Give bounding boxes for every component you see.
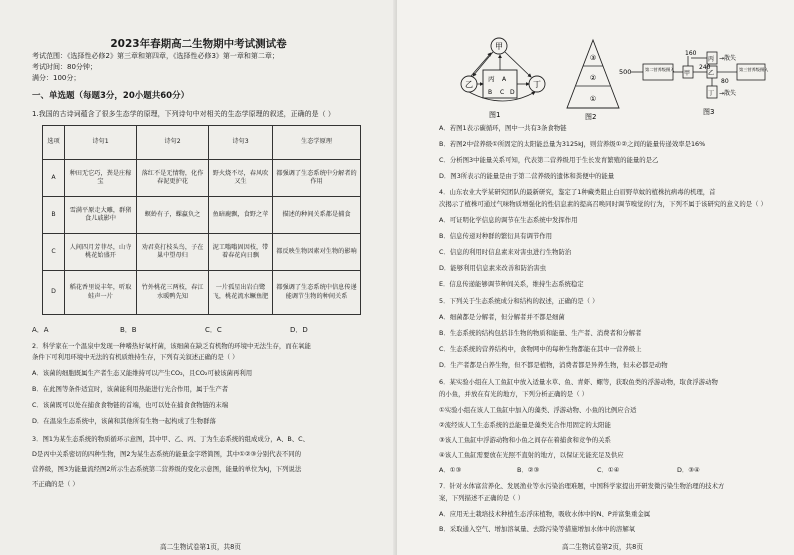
- node-jia-label: 甲: [495, 42, 503, 51]
- q4-stem-line: 4．山东农业大学某研究团队的最新研究，鉴定了1种藏类阻止白眉野草蚊的植株抗病毒的机理，首: [439, 188, 716, 196]
- box-ding-label: 丁: [708, 90, 715, 97]
- loss-label: →散失: [719, 90, 737, 97]
- q1-stem: 1.我国的古诗词蕴含了很多生态学的原理，下列诗句中对相关的生态学原理的叙述，正确的是（ ）: [32, 110, 335, 118]
- q1-header-cell: 生态学原理: [273, 126, 361, 160]
- q1-cell: 人间四月芳菲尽，山寺桃花始盛开: [65, 234, 137, 271]
- q3-stem-line: D是丙中关系密切的四种生物，图2为某生态系统的能量金字塔简图，其中①②③分别代表不同的: [32, 450, 302, 458]
- q5-option-c: C．生态系统的营养结构中，食物网中的每种生物都能在其中一营养级上: [439, 345, 642, 353]
- q2-option-b: B．在此图等条件适宜时，该菌能利用热能进行光合作用，属于生产者: [32, 385, 229, 393]
- q6-stem-line: 6．某实验小组在人工鱼缸中放入适量水草、鱼、青虾、螺等，获取鱼类的浮游动物，取食浮游动物: [439, 378, 718, 386]
- q1-header-cell: 选项: [43, 126, 65, 160]
- figure-2-energy-pyramid: [563, 38, 623, 122]
- pyramid-level-3: ③: [589, 54, 597, 62]
- q7-stem-line: 7．针对水体富营养化、发展渔业等水污染治理难题，中国科学家提出开研发微污染生物治理的技术方: [439, 482, 725, 490]
- q1-option-a: A．A: [32, 326, 49, 334]
- exam-scope: 考试范围：《选择性必修2》第三章和第四章，《选择性必修3》第一章和第二章；: [32, 52, 279, 60]
- flow-value: 160: [685, 50, 697, 57]
- q1-cell: 竹外桃花三两枝，春江水暖鸭先知: [137, 271, 209, 315]
- node-d-label: D: [510, 89, 515, 96]
- q6-option-d: D．③④: [677, 466, 700, 474]
- exam-title: 2023年春期高二生物期中考试测试卷: [110, 38, 287, 50]
- q1-header-cell: 诗句1: [65, 126, 137, 160]
- flow-value: 240: [699, 64, 711, 71]
- q4-option-b: B．信息传递对种群的繁衍具有调节作用: [439, 232, 553, 240]
- arrow-line: [471, 53, 491, 76]
- q1-cell: 一片孤星出岩白鹭飞，桃花流水鳜鱼肥: [209, 271, 273, 315]
- q1-header-cell: 诗句3: [209, 126, 273, 160]
- figure-3-caption: 图3: [703, 108, 715, 116]
- q5-stem: 5．下列关于生态系统成分和结构的叙述，正确的是（ ）: [439, 297, 599, 305]
- q1-cell: 劝君莫打枝头鸟，子在巢中望母归: [137, 234, 209, 271]
- figure-3-energy-flow: [617, 50, 789, 120]
- flow-value: 80: [721, 78, 729, 85]
- arrow-line: [505, 52, 531, 77]
- q1-header-cell: 诗句2: [137, 126, 209, 160]
- box-yi-label: 乙: [708, 70, 715, 77]
- node-yi-label: 乙: [465, 80, 473, 89]
- flow-value: 500: [619, 68, 632, 76]
- section-title: 一、单选题（每题3分，20小题共60分）: [32, 91, 190, 101]
- q1-cell: 雪满平原走大雕，群猪食儿戚影中: [65, 197, 137, 234]
- q2-option-a: A．该菌的细胞既属生产者生态又能维持可以产生CO₂，且CO₂可被该菌再利用: [32, 369, 253, 377]
- q1-cell: B: [43, 197, 65, 234]
- q1-option-b: B．B: [120, 326, 137, 334]
- q1-cell: 描述的种间关系都是捕食: [273, 197, 361, 234]
- q6-item: ①实验小组在该人工鱼缸中加入的藻类、浮游动物、小鱼的比例应合适: [439, 406, 637, 414]
- q4-option-c: C．信息的利用时信息素来对害虫进行生物防治: [439, 248, 572, 256]
- q6-item: ②流经该人工生态系统的总能量是藻类光合作用固定的太阳能: [439, 421, 611, 429]
- q5-option-a: A．细菌都是分解者，但分解者并不都是细菌: [439, 313, 565, 321]
- q6-stem-line: 的小鱼，并放在有光的地方，下列分析正确的是（ ）: [439, 390, 589, 398]
- q1-option-d: D．D: [290, 326, 308, 334]
- q1-table: [42, 125, 361, 315]
- q4-option-e: E．信息传递能够调节种间关系，维持生态系统稳定: [439, 280, 584, 288]
- box-jia-label: 甲: [684, 70, 691, 77]
- q7-stem-line: 案，下列描述不正确的是（ ）: [439, 494, 525, 502]
- q4-option-a: A．可证明化学信息的调节在生态系统中发挥作用: [439, 216, 578, 224]
- q6-item: ③该人工鱼缸中浮游动物和小鱼之间存在着捕食和竞争的关系: [439, 436, 611, 444]
- q1-cell: 都强调了生态系统中分解者的作用: [273, 160, 361, 197]
- q7-option-b: B．采取通入空气、增加溶氧量、去除污染等措施增加水体中的溶解氧: [439, 525, 636, 533]
- q2-option-c: C．该菌既可以处在捕食食物链的首端，也可以处在捕食食物链的末端: [32, 401, 229, 409]
- q2-stem-line: 条件下可利用环境中无法的有机质维持生存，下列有关叙述正确的是（ ）: [32, 353, 239, 361]
- q2-stem-line: 2．科学家在一个温泉中发现一种嗜热好氧杆菌，该细菌在缺乏有机物的环境中无法生存，而在氧能: [32, 342, 311, 350]
- q3-option-b: B．若图2中营养级①所固定的太阳能总量为3125kJ，则营养级①②之间的能量传递效率是16%: [439, 140, 706, 148]
- box-bing-label: 丙: [708, 56, 715, 63]
- q5-option-d: D．生产者都是自养生物，但不都是植物，消费者都是异养生物，但未必都是动物: [439, 361, 668, 369]
- q6-option-a: A．①③: [439, 466, 462, 474]
- q3-option-a: A．若图1表示碳循环，图中一共有3条食物链: [439, 124, 567, 132]
- q1-cell: 种田无它巧，粪是庄稼宝: [65, 160, 137, 197]
- q1-cell: A: [43, 160, 65, 197]
- q6-item: ④该人工鱼缸需要放在光照不直射的地方，以保证光能充足及供应: [439, 451, 624, 459]
- pyramid-level-1: ①: [589, 95, 597, 103]
- q1-cell: 稻花香里说丰年，听取蛙声一片: [65, 271, 137, 315]
- q4-stem-line: 次揭示了植株可通过气味物质增强化的性信息素的提高召唤同时调节嗅觉的行为，下列不属于该研究的意义的是（ ）: [439, 200, 767, 208]
- node-bing-label: 丙: [488, 75, 495, 83]
- q1-cell: C: [43, 234, 65, 271]
- q3-option-d: D．图3所表示的能量是由于第二营养级的遗体和粪便中的能量: [439, 172, 615, 180]
- q6-option-c: C．①④: [597, 466, 620, 474]
- figure-1-caption: 图1: [489, 111, 501, 119]
- node-a-label: A: [502, 76, 507, 83]
- page-footer-left: 高二生物试卷第1页，共8页: [160, 543, 241, 551]
- node-ding-label: 丁: [533, 80, 541, 89]
- q7-option-a: A．应用无土栽培技术种植生态浮床植物，吸收水体中的N、P并富集重金属: [439, 510, 651, 518]
- figure-2-caption: 图2: [585, 113, 597, 121]
- q2-option-d: D．在温泉生态系统中，该菌和其他所有生物一起构成了生物群落: [32, 417, 216, 425]
- q6-option-b: B．②③: [517, 466, 540, 474]
- q1-cell: 落红不是无情物，化作春泥更护花: [137, 160, 209, 197]
- q1-cell: 都强调了生态系统中信息传递能调节生物的种间关系: [273, 271, 361, 315]
- pyramid-level-2: ②: [589, 74, 597, 82]
- q5-option-b: B．生态系统的结构包括非生物的物质和能量、生产者、消费者和分解者: [439, 329, 642, 337]
- q1-cell: D: [43, 271, 65, 315]
- node-c-label: C: [500, 89, 505, 96]
- q1-cell: 都反映生物因素对生物的影响: [273, 234, 361, 271]
- q3-option-c: C．分析图3中能量关系可知，代表第二营养级用于生长发育繁殖的能量的是乙: [439, 156, 659, 164]
- exam-page-2: [397, 0, 794, 555]
- q3-stem-line: 营养级，图3为能量流经图2所示生态系统第二营养级的变化示意图，能量的单位为kJ，下列说法: [32, 465, 302, 473]
- full-score: 满分：100分；: [32, 74, 81, 82]
- q1-cell: 螟蛉有子，蜾蠃负之: [137, 197, 209, 234]
- loss-label: →散失: [719, 55, 737, 62]
- q1-cell: 泥工嗡嗡固因枝，带着春花向日飘: [209, 234, 273, 271]
- q1-option-c: C．C: [205, 326, 222, 334]
- q4-option-d: D．能够利用信息素来改善和防治害虫: [439, 264, 547, 272]
- box-second-level-label: 第二营养级摄入: [645, 67, 675, 72]
- exam-time: 考试时间：80分钟；: [32, 63, 97, 71]
- q1-cell: 鱼暗鹿飘，食野之苹: [209, 197, 273, 234]
- box-third-level-label: 第三营养级摄入: [739, 67, 769, 72]
- q3-stem-line: 不正确的是（ ）: [32, 480, 79, 488]
- q3-stem-line: 3．图1为某生态系统的物质循环示意图，其中甲、乙、丙、丁为生态系统的组成成分，A、B、C、: [32, 435, 309, 443]
- figure-1-cycle-diagram: [459, 36, 559, 122]
- q1-cell: 野火烧不尽，春风吹又生: [209, 160, 273, 197]
- page-footer-right: 高二生物试卷第2页，共8页: [562, 543, 643, 551]
- node-b-label: B: [488, 89, 493, 96]
